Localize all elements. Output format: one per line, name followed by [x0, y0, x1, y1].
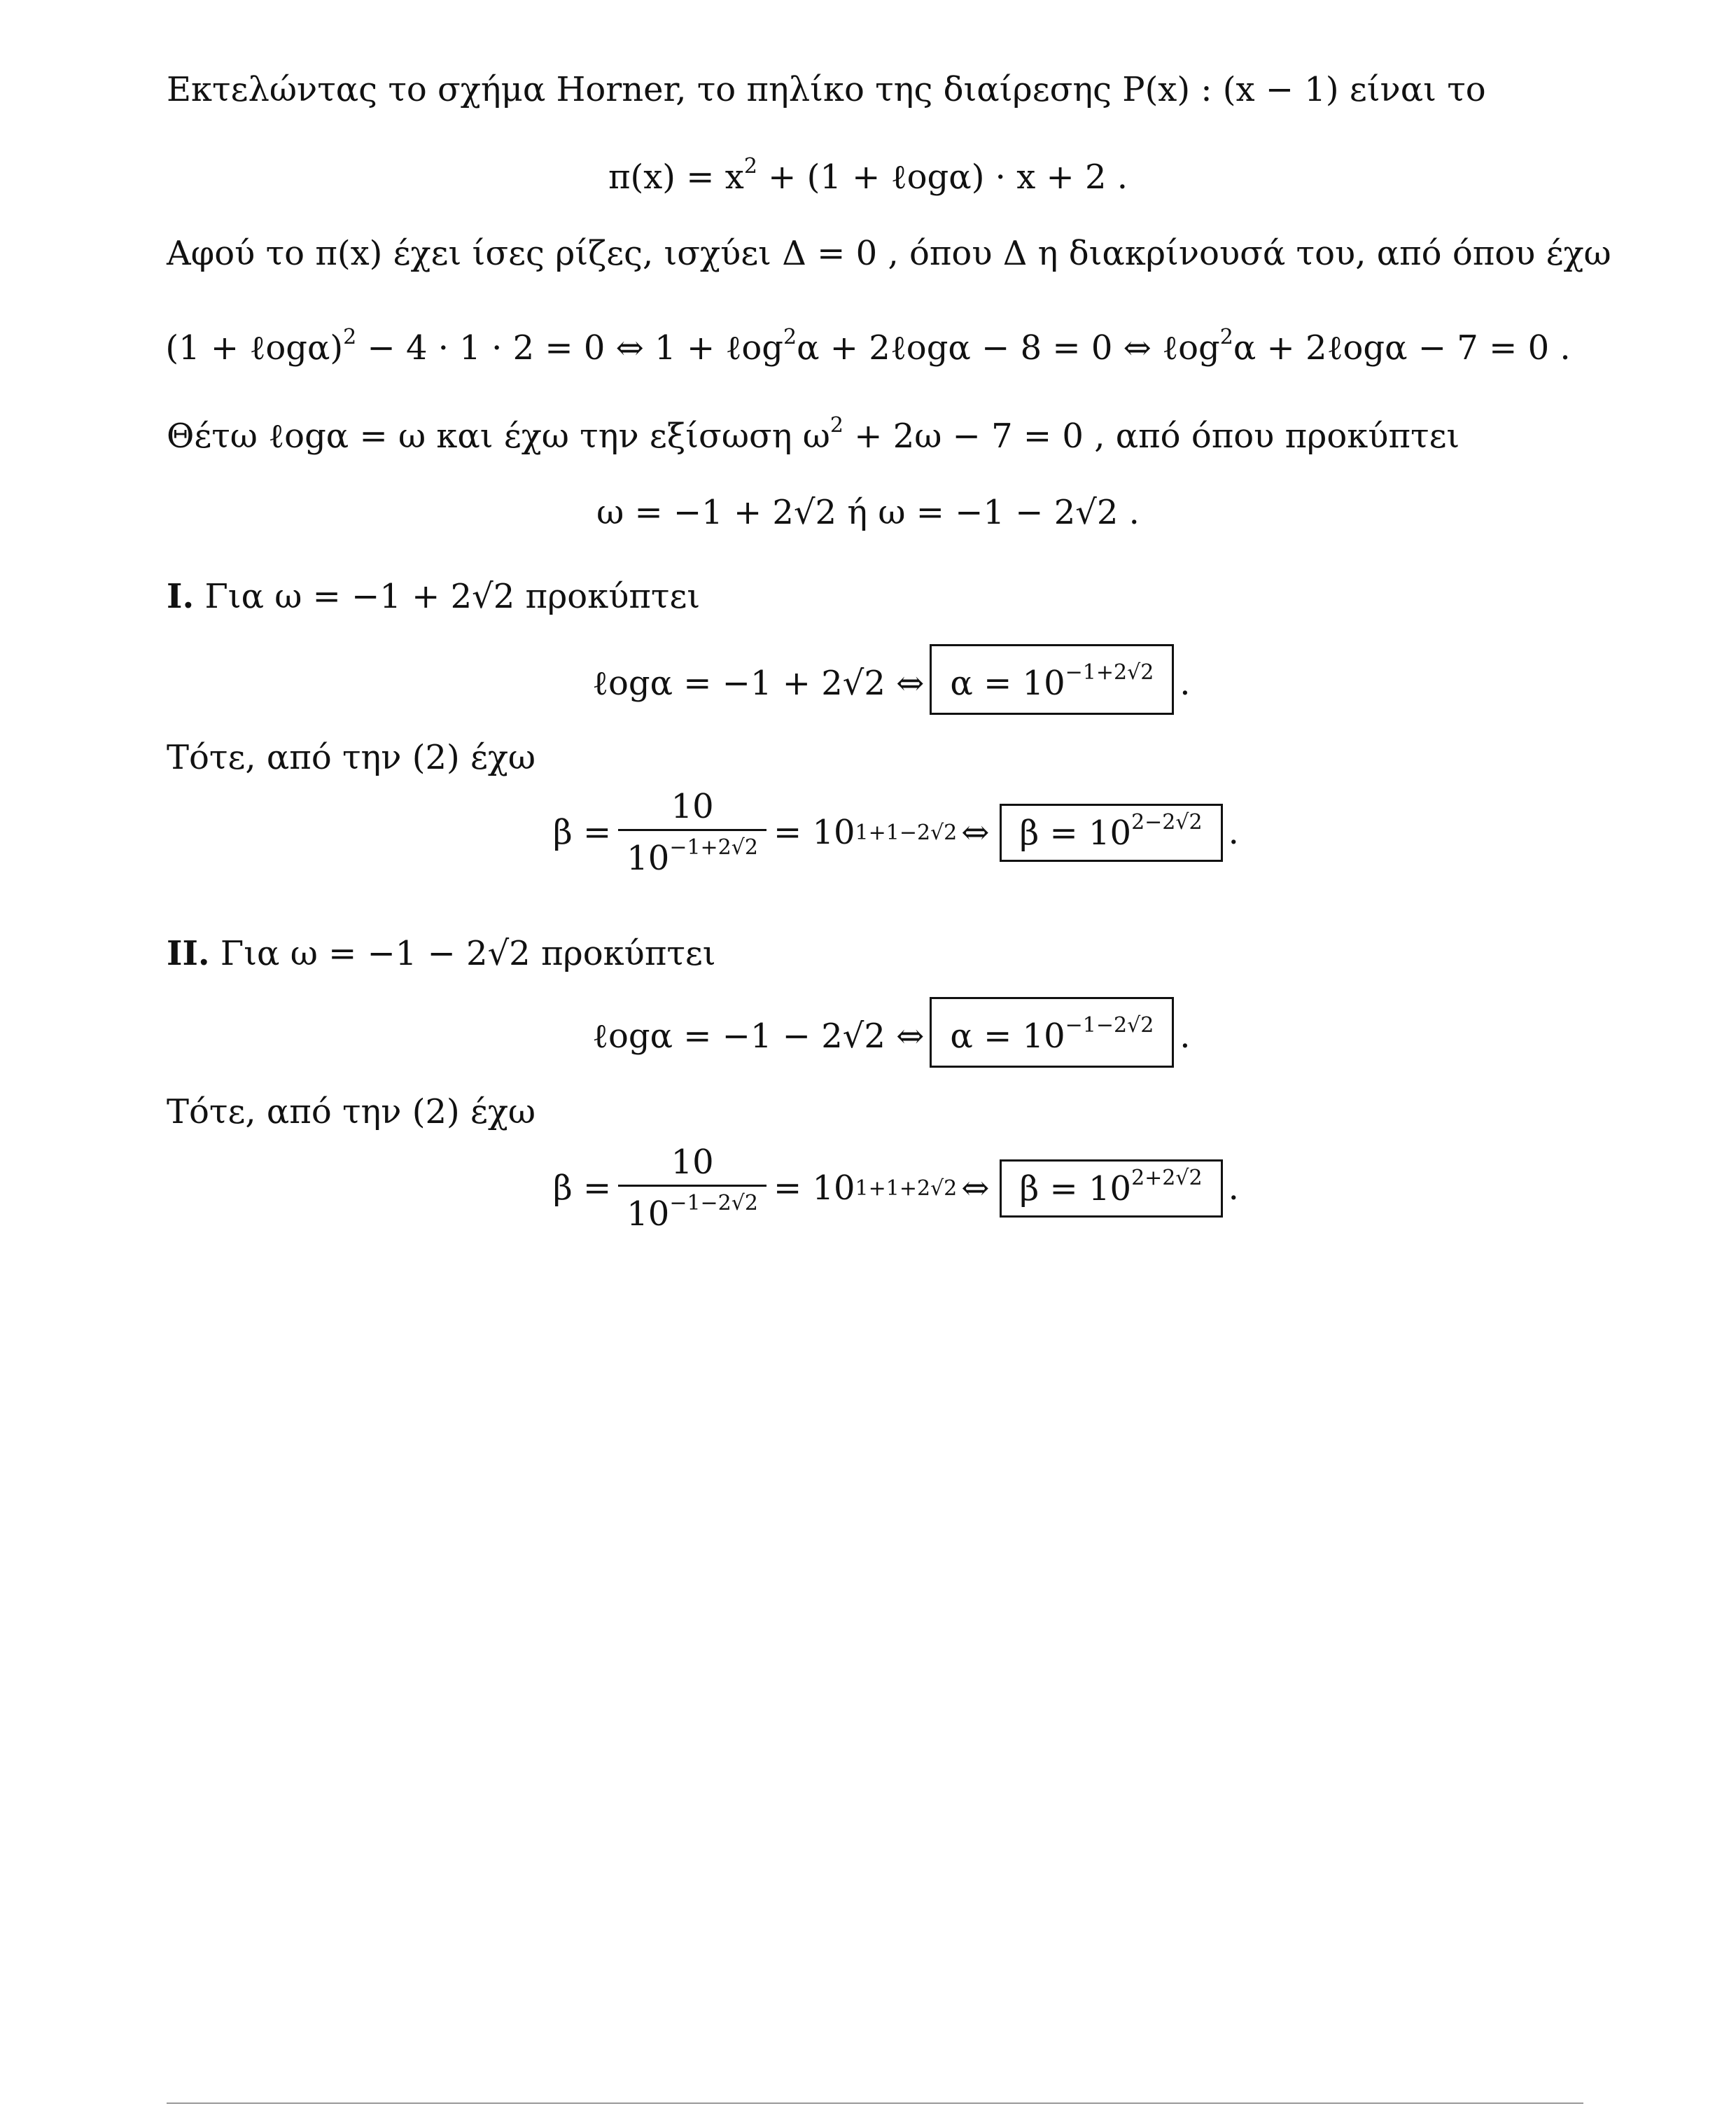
- case2-beta-denominator: [618, 1185, 766, 1234]
- eq-quotient-left: π(x) = x: [608, 158, 744, 197]
- case2-beta-numerator: 10: [671, 1143, 714, 1182]
- case2-then-text: Τότε, από την (2) έχω: [167, 1092, 536, 1131]
- substitution-text: [167, 403, 1460, 459]
- case2-label: II.: [167, 934, 210, 973]
- case2-beta-fraction: [618, 1143, 766, 1234]
- subst-part2: + 2ω − 7 = 0 , από όπου προκύπτει: [843, 417, 1460, 456]
- eq-disc-exp1: 2: [343, 325, 357, 349]
- case1-then-text: Τότε, από την (2) έχω: [167, 738, 536, 777]
- subst-part1: Θέτω ℓogα = ω και έχω την εξίσωση ω: [167, 417, 830, 456]
- eq-quotient-right: + (1 + ℓogα) · x + 2 .: [757, 158, 1128, 197]
- case1-beta-den-exp: −1+2√2: [669, 835, 758, 860]
- case1-beta-denominator: [618, 829, 766, 878]
- case2-heading: Για ω = −1 − 2√2 προκύπτει: [220, 934, 716, 973]
- case1-heading: Για ω = −1 + 2√2 προκύπτει: [204, 577, 701, 616]
- equation-roots: ω = −1 + 2√2 ή ω = −1 − 2√2 .: [596, 493, 1140, 532]
- eq-disc-exp2: 2: [783, 325, 797, 349]
- discriminant-text: Αφού το π(x) έχει ίσες ρίζες, ισχύει Δ = 0 , όπου Δ η διακρίνουσά του, από όπου έχω: [167, 234, 1611, 273]
- eq-disc-part3: α + 2ℓogα − 8 = 0 ⇔ ℓog: [797, 328, 1220, 368]
- case2-alpha-box-text: α = 10: [950, 1017, 1065, 1056]
- case1-beta-fraction: [618, 787, 766, 878]
- case1-alpha-left: ℓogα = −1 + 2√2 ⇔: [592, 664, 925, 703]
- case2-beta-equation: [553, 1143, 1239, 1234]
- case1-beta-mid-exp: 1+1−2√2: [855, 820, 958, 845]
- case1-beta-lhs: β =: [553, 813, 612, 852]
- eq-disc-part1: (1 + ℓogα): [165, 328, 344, 368]
- equation-discriminant: [0, 315, 1736, 370]
- equation-quotient: [0, 144, 1736, 200]
- case1-alpha-exp: −1+2√2: [1065, 660, 1154, 685]
- eq-quotient-exp: 2: [743, 154, 757, 179]
- case1-beta-iff: ⇔: [961, 813, 990, 852]
- case1-heading-line: [167, 574, 700, 619]
- case1-beta-box-exp: 2−2√2: [1131, 809, 1203, 835]
- case1-beta-equation: [553, 787, 1239, 878]
- subst-exp: 2: [830, 413, 844, 438]
- case1-beta-period: .: [1228, 813, 1239, 852]
- case2-alpha-period: .: [1180, 1017, 1191, 1056]
- case2-beta-mid-exp: 1+1+2√2: [855, 1176, 958, 1201]
- footer-rule: [167, 2102, 1583, 2104]
- case2-beta-den-base: 10: [626, 1194, 670, 1234]
- case1-alpha-period: .: [1180, 664, 1191, 703]
- case1-label: I.: [167, 577, 195, 616]
- case2-alpha-equation: [592, 997, 1191, 1068]
- eq-disc-part4: α + 2ℓogα − 7 = 0 .: [1233, 328, 1571, 368]
- case2-beta-lhs: β =: [553, 1169, 612, 1208]
- case1-alpha-box-text: α = 10: [950, 664, 1065, 703]
- case1-alpha-box: [930, 644, 1174, 715]
- case2-alpha-box: [930, 997, 1174, 1068]
- eq-disc-part2: − 4 · 1 · 2 = 0 ⇔ 1 + ℓog: [356, 328, 784, 368]
- case2-beta-box-text: β = 10: [1019, 1169, 1132, 1208]
- case1-beta-box: [1000, 804, 1223, 862]
- case1-alpha-equation: [592, 644, 1191, 715]
- case1-beta-mid: = 10: [773, 813, 855, 852]
- case2-heading-line: [167, 931, 716, 976]
- intro-text: Εκτελώντας το σχήμα Horner, το πηλίκο της διαίρεσης P(x) : (x − 1) είναι το: [167, 70, 1486, 109]
- case2-beta-den-exp: −1−2√2: [669, 1191, 758, 1215]
- eq-disc-exp3: 2: [1219, 325, 1233, 349]
- case2-beta-mid: = 10: [773, 1169, 855, 1208]
- case2-beta-period: .: [1228, 1169, 1239, 1208]
- case2-beta-box-exp: 2+2√2: [1131, 1165, 1203, 1190]
- case2-alpha-left: ℓogα = −1 − 2√2 ⇔: [592, 1017, 925, 1056]
- case2-alpha-exp: −1−2√2: [1065, 1013, 1154, 1038]
- case1-beta-den-base: 10: [626, 839, 670, 878]
- case1-beta-numerator: 10: [671, 787, 714, 826]
- case2-beta-box: [1000, 1159, 1223, 1218]
- case1-beta-box-text: β = 10: [1019, 813, 1132, 853]
- case2-beta-iff: ⇔: [961, 1169, 990, 1208]
